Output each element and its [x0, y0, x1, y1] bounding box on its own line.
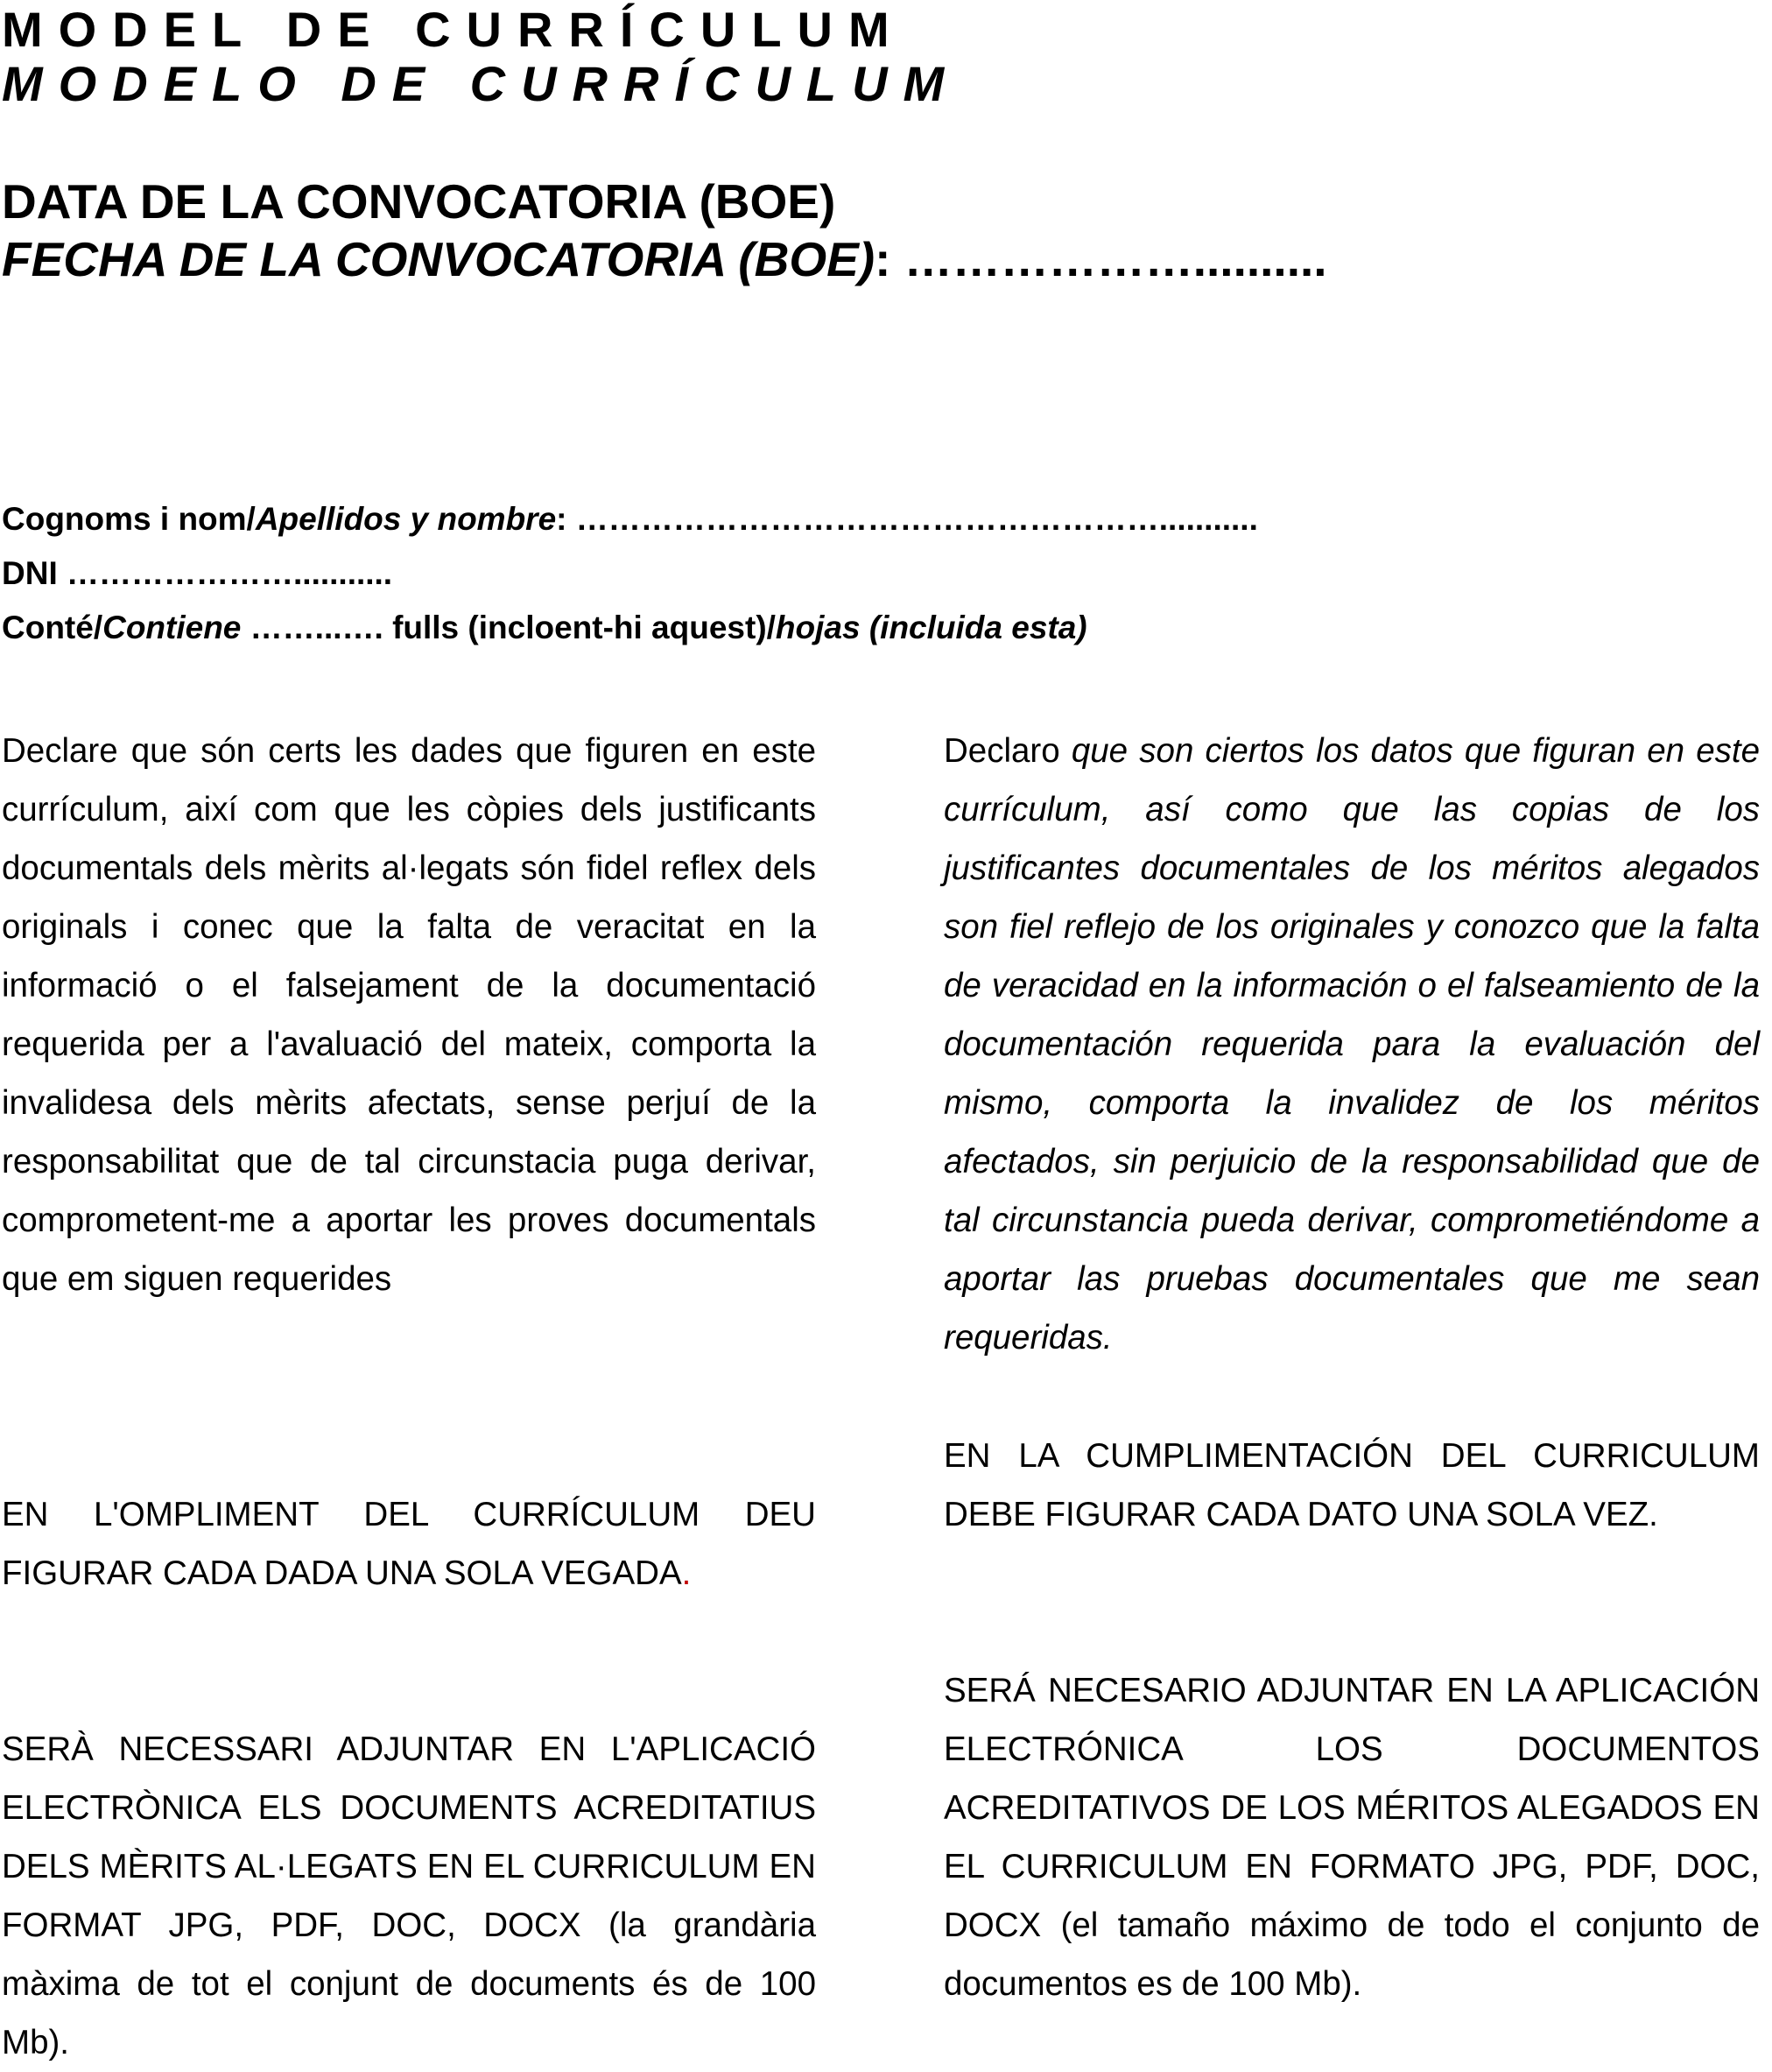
- name-label-spanish: Apellidos y nombre: [255, 501, 557, 537]
- dni-fill-dots: …………………...........: [57, 555, 393, 591]
- name-field-line: [2, 492, 1258, 546]
- declaration-spanish: [944, 722, 1760, 1367]
- title-catalan: MODEL DE CURRÍCULUM: [2, 2, 905, 57]
- notice-attach-spanish: SERÁ NECESARIO ADJUNTAR EN LA APLICACIÓN ELECTRÓNICA LOS DOCUMENTOS ACREDITATIVOS DE LOS MÉRITOS ALEGADOS EN EL CURRICULUM EN FORMATO JPG, PDF, DOC, DOCX (el tamaño máximo de todo el conjunto de documentos es de 100 Mb).: [944, 1672, 1760, 2003]
- date-line-spanish: [2, 230, 1327, 288]
- name-label-catalan: Cognoms i nom/: [2, 501, 256, 537]
- notice-once-catalan: [2, 1485, 816, 1603]
- title-spanish: MODELO DE CURRÍCULUM: [2, 56, 960, 111]
- name-fill-dots: ………………………………………………...........: [566, 501, 1258, 537]
- declaration-spanish-body: que son ciertos los datos que figuran en este currículum, así como que las copias de los justificantes documentales de los méritos alegados son fiel reflejo de los originales y conozco que la falta de veracidad en la información o el falseamiento de la documentación requerida para la evaluación del mismo, comporta la invalidez de los méritos afectados, sin perjuicio de la responsabilidad que de tal circunstancia pueda derivar, comprometiéndome a aportar las pruebas documentales que me sean requeridas.: [944, 732, 1760, 1357]
- date-label-catalan: DATA DE LA CONVOCATORIA (BOE): [2, 174, 836, 229]
- sheets-label-spanish: hojas (incluida esta): [775, 610, 1087, 645]
- dni-field-line: [2, 546, 392, 601]
- sheets-label-catalan: fulls (incloent-hi aquest)/: [392, 610, 776, 645]
- notice-once-spanish: EN LA CUMPLIMENTACIÓN DEL CURRICULUM DEBE FIGURAR CADA DATO UNA SOLA VEZ.: [944, 1437, 1760, 1533]
- date-label-spanish: FECHA DE LA CONVOCATORIA (BOE): [2, 232, 875, 286]
- notice-attach-catalan: SERÀ NECESSARI ADJUNTAR EN L'APLICACIÓ ELECTRÒNICA ELS DOCUMENTS ACREDITATIUS DELS MÈRITS AL·LEGATS EN EL CURRICULUM EN FORMAT JPG, PDF, DOC, DOCX (la grandària màxima de tot el conjunt de documents és de 100 Mb).: [2, 1730, 816, 2061]
- declaration-spanish-first-word: Declaro: [944, 732, 1060, 770]
- notice-once-catalan-text: EN L'OMPLIMENT DEL CURRÍCULUM DEU FIGURAR CADA DADA UNA SOLA VEGADA: [2, 1496, 816, 1592]
- dni-label: DNI: [2, 555, 58, 591]
- declaration-catalan: Declare que són certs les dades que figuren en este currículum, així com que les còpies dels justificants documentals dels mèrits al·legats són fidel reflex dels originals i conec que la falta de veracitat en la informació o el falsejament de la documentació requerida per a l'avaluació del mateix, comporta la invalidesa dels mèrits afectats, sense perjuí de la responsabilitat que de tal circunstacia puga derivar, comprometent-me a aportar les proves documentals que em siguen requerides: [2, 732, 816, 1298]
- contains-fill-dots: ……...….: [241, 610, 393, 645]
- notice-once-catalan-period: .: [681, 1554, 692, 1592]
- contains-label-catalan: Conté/: [2, 610, 103, 645]
- contains-label-spanish: Contiene: [102, 610, 242, 645]
- date-fill-dots: ………………..........: [890, 232, 1327, 286]
- name-colon: :: [556, 501, 567, 537]
- date-colon: :: [875, 232, 891, 286]
- sheets-field-line: [2, 601, 1087, 655]
